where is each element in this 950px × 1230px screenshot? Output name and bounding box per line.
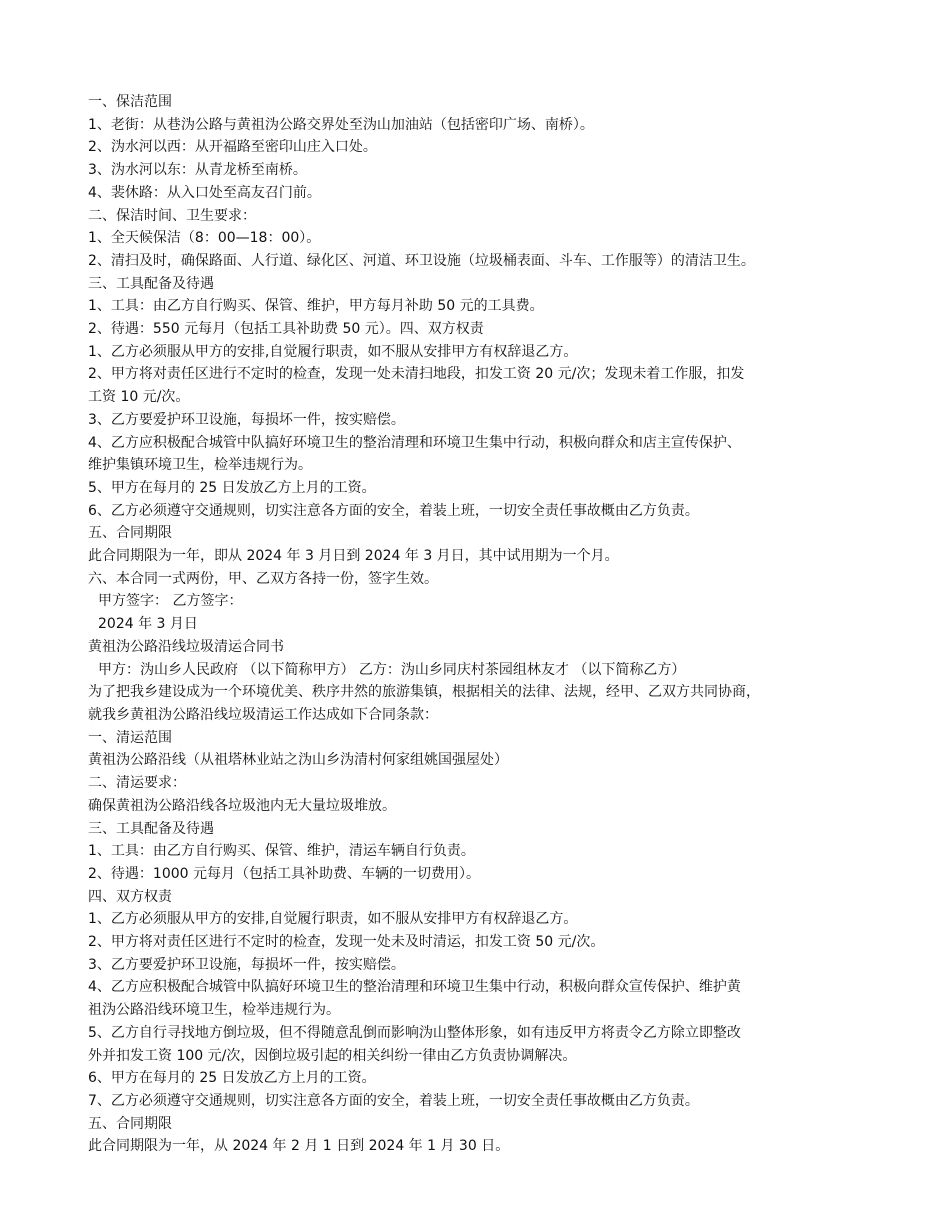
tools2-item-1: 1、工具：由乙方自行购买、保管、维护，清运车辆自行负责。	[88, 843, 475, 860]
section-heading-tools-pay: 三、工具配备及待遇	[88, 275, 214, 292]
time-item-1: 1、全天候保洁（8：00—18：00）。	[88, 230, 321, 247]
tools2-item-2: 2、待遇：1000 元每月（包括工具补助费、车辆的一切费用）。	[88, 865, 480, 882]
duty2-item-6: 6、甲方在每月的 25 日发放乙方上月的工资。	[88, 1070, 376, 1087]
duty-item-4: 4、乙方应积极配合城管中队搞好环境卫生的整治清理和环境卫生集中行动，积极向群众和店主宣传保护、	[88, 434, 741, 451]
duty2-item-7: 7、乙方必须遵守交通规则，切实注意各方面的安全，着装上班，一切安全责任事故概由乙方负责。	[88, 1092, 699, 1109]
duty2-item-2: 2、甲方将对责任区进行不定时的检查，发现一处未及时清运，扣发工资 50 元/次。	[88, 934, 605, 951]
signature-date: 2024 年 3 月日	[98, 616, 198, 633]
section-heading-transport-requirements: 二、清运要求：	[88, 775, 186, 792]
contract-document	[88, 91, 878, 1158]
duty-item-1: 1、乙方必须服从甲方的安排,自觉履行职责，如不服从安排甲方有权辞退乙方。	[88, 343, 578, 360]
duty-item-6: 6、乙方必须遵守交通规则，切实注意各方面的安全，着装上班，一切安全责任事故概由乙方负责。	[88, 502, 699, 519]
duty-item-3: 3、乙方要爱护环卫设施，每损坏一件，按实赔偿。	[88, 411, 405, 428]
section-heading-term: 五、合同期限	[88, 525, 172, 542]
duty2-item-5-cont: 外并扣发工资 100 元/次，因倒垃圾引起的相关纠纷一律由乙方负责协调解决。	[88, 1047, 577, 1064]
tools-item-2: 2、待遇：550 元每月（包括工具补助费 50 元）。四、双方权责	[88, 321, 484, 338]
duty-item-5: 5、甲方在每月的 25 日发放乙方上月的工资。	[88, 479, 376, 496]
duty2-item-1: 1、乙方必须服从甲方的安排,自觉履行职责，如不服从安排甲方有权辞退乙方。	[88, 911, 578, 928]
term-text: 此合同期限为一年，即从 2024 年 3 月日到 2024 年 3 月日，其中试用期为一个月。	[88, 548, 619, 565]
section-heading-term-2: 五、合同期限	[88, 1115, 172, 1132]
duty2-item-4: 4、乙方应积极配合城管中队搞好环境卫生的整治清理和环境卫生集中行动，积极向群众宣传保护、维护黄	[88, 979, 741, 996]
section-heading-time-requirements: 二、保洁时间、卫生要求：	[88, 207, 256, 224]
duty-item-2-cont: 工资 10 元/次。	[88, 389, 190, 406]
transport-scope-text: 黄祖沩公路沿线（从祖塔林业站之沩山乡沩清村何家组姚国强屋处）	[88, 752, 508, 769]
scope-item-4: 4、裴休路：从入口处至高友召门前。	[88, 184, 321, 201]
copies-clause: 六、本合同一式两份，甲、乙双方各持一份，签字生效。	[88, 570, 438, 587]
term2-text: 此合同期限为一年，从 2024 年 2 月 1 日到 2024 年 1 月 30 日。	[88, 1138, 510, 1155]
signature-line: 甲方签字： 乙方签字：	[98, 593, 243, 610]
duty-item-4-cont: 维护集镇环境卫生，检举违规行为。	[88, 457, 312, 474]
scope-item-1: 1、老街：从巷沩公路与黄祖沩公路交界处至沩山加油站（包括密印广场、南桥）。	[88, 116, 594, 133]
transport-requirements-text: 确保黄祖沩公路沿线各垃圾池内无大量垃圾堆放。	[88, 797, 396, 814]
section-heading-tools-pay-2: 三、工具配备及待遇	[88, 820, 214, 837]
second-contract-title: 黄祖沩公路沿线垃圾清运合同书	[88, 638, 284, 655]
duty2-item-3: 3、乙方要爱护环卫设施，每损坏一件，按实赔偿。	[88, 956, 405, 973]
duty2-item-4-cont: 祖沩公路沿线环境卫生，检举违规行为。	[88, 1002, 340, 1019]
parties-line: 甲方：沩山乡人民政府 （以下简称甲方） 乙方：沩山乡同庆村茶园组林友才 （以下简称乙方）	[98, 661, 686, 678]
duty2-item-5: 5、乙方自行寻找地方倒垃圾，但不得随意乱倒而影响沩山整体形象，如有违反甲方将责令乙方除立即整改	[88, 1024, 741, 1041]
section-heading-duties-2: 四、双方权责	[88, 888, 172, 905]
tools-item-1: 1、工具：由乙方自行购买、保管、维护，甲方每月补助 50 元的工具费。	[88, 298, 544, 315]
scope-item-3: 3、沩水河以东：从青龙桥至南桥。	[88, 162, 307, 179]
section-heading-transport-scope: 一、清运范围	[88, 729, 172, 746]
time-item-2: 2、清扫及时，确保路面、人行道、绿化区、河道、环卫设施（垃圾桶表面、斗车、工作服等）的清洁卫生。	[88, 252, 755, 269]
scope-item-2: 2、沩水河以西：从开福路至密印山庄入口处。	[88, 139, 377, 156]
preamble-1: 为了把我乡建设成为一个环境优美、秩序井然的旅游集镇，根据相关的法律、法规，经甲、乙双方共同协商，	[88, 684, 760, 701]
section-heading-cleaning-scope: 一、保洁范围	[88, 94, 172, 110]
duty-item-2: 2、甲方将对责任区进行不定时的检查，发现一处未清扫地段，扣发工资 20 元/次；发现未着工作服，扣发	[88, 366, 745, 383]
preamble-2: 就我乡黄祖沩公路沿线垃圾清运工作达成如下合同条款：	[88, 706, 438, 723]
